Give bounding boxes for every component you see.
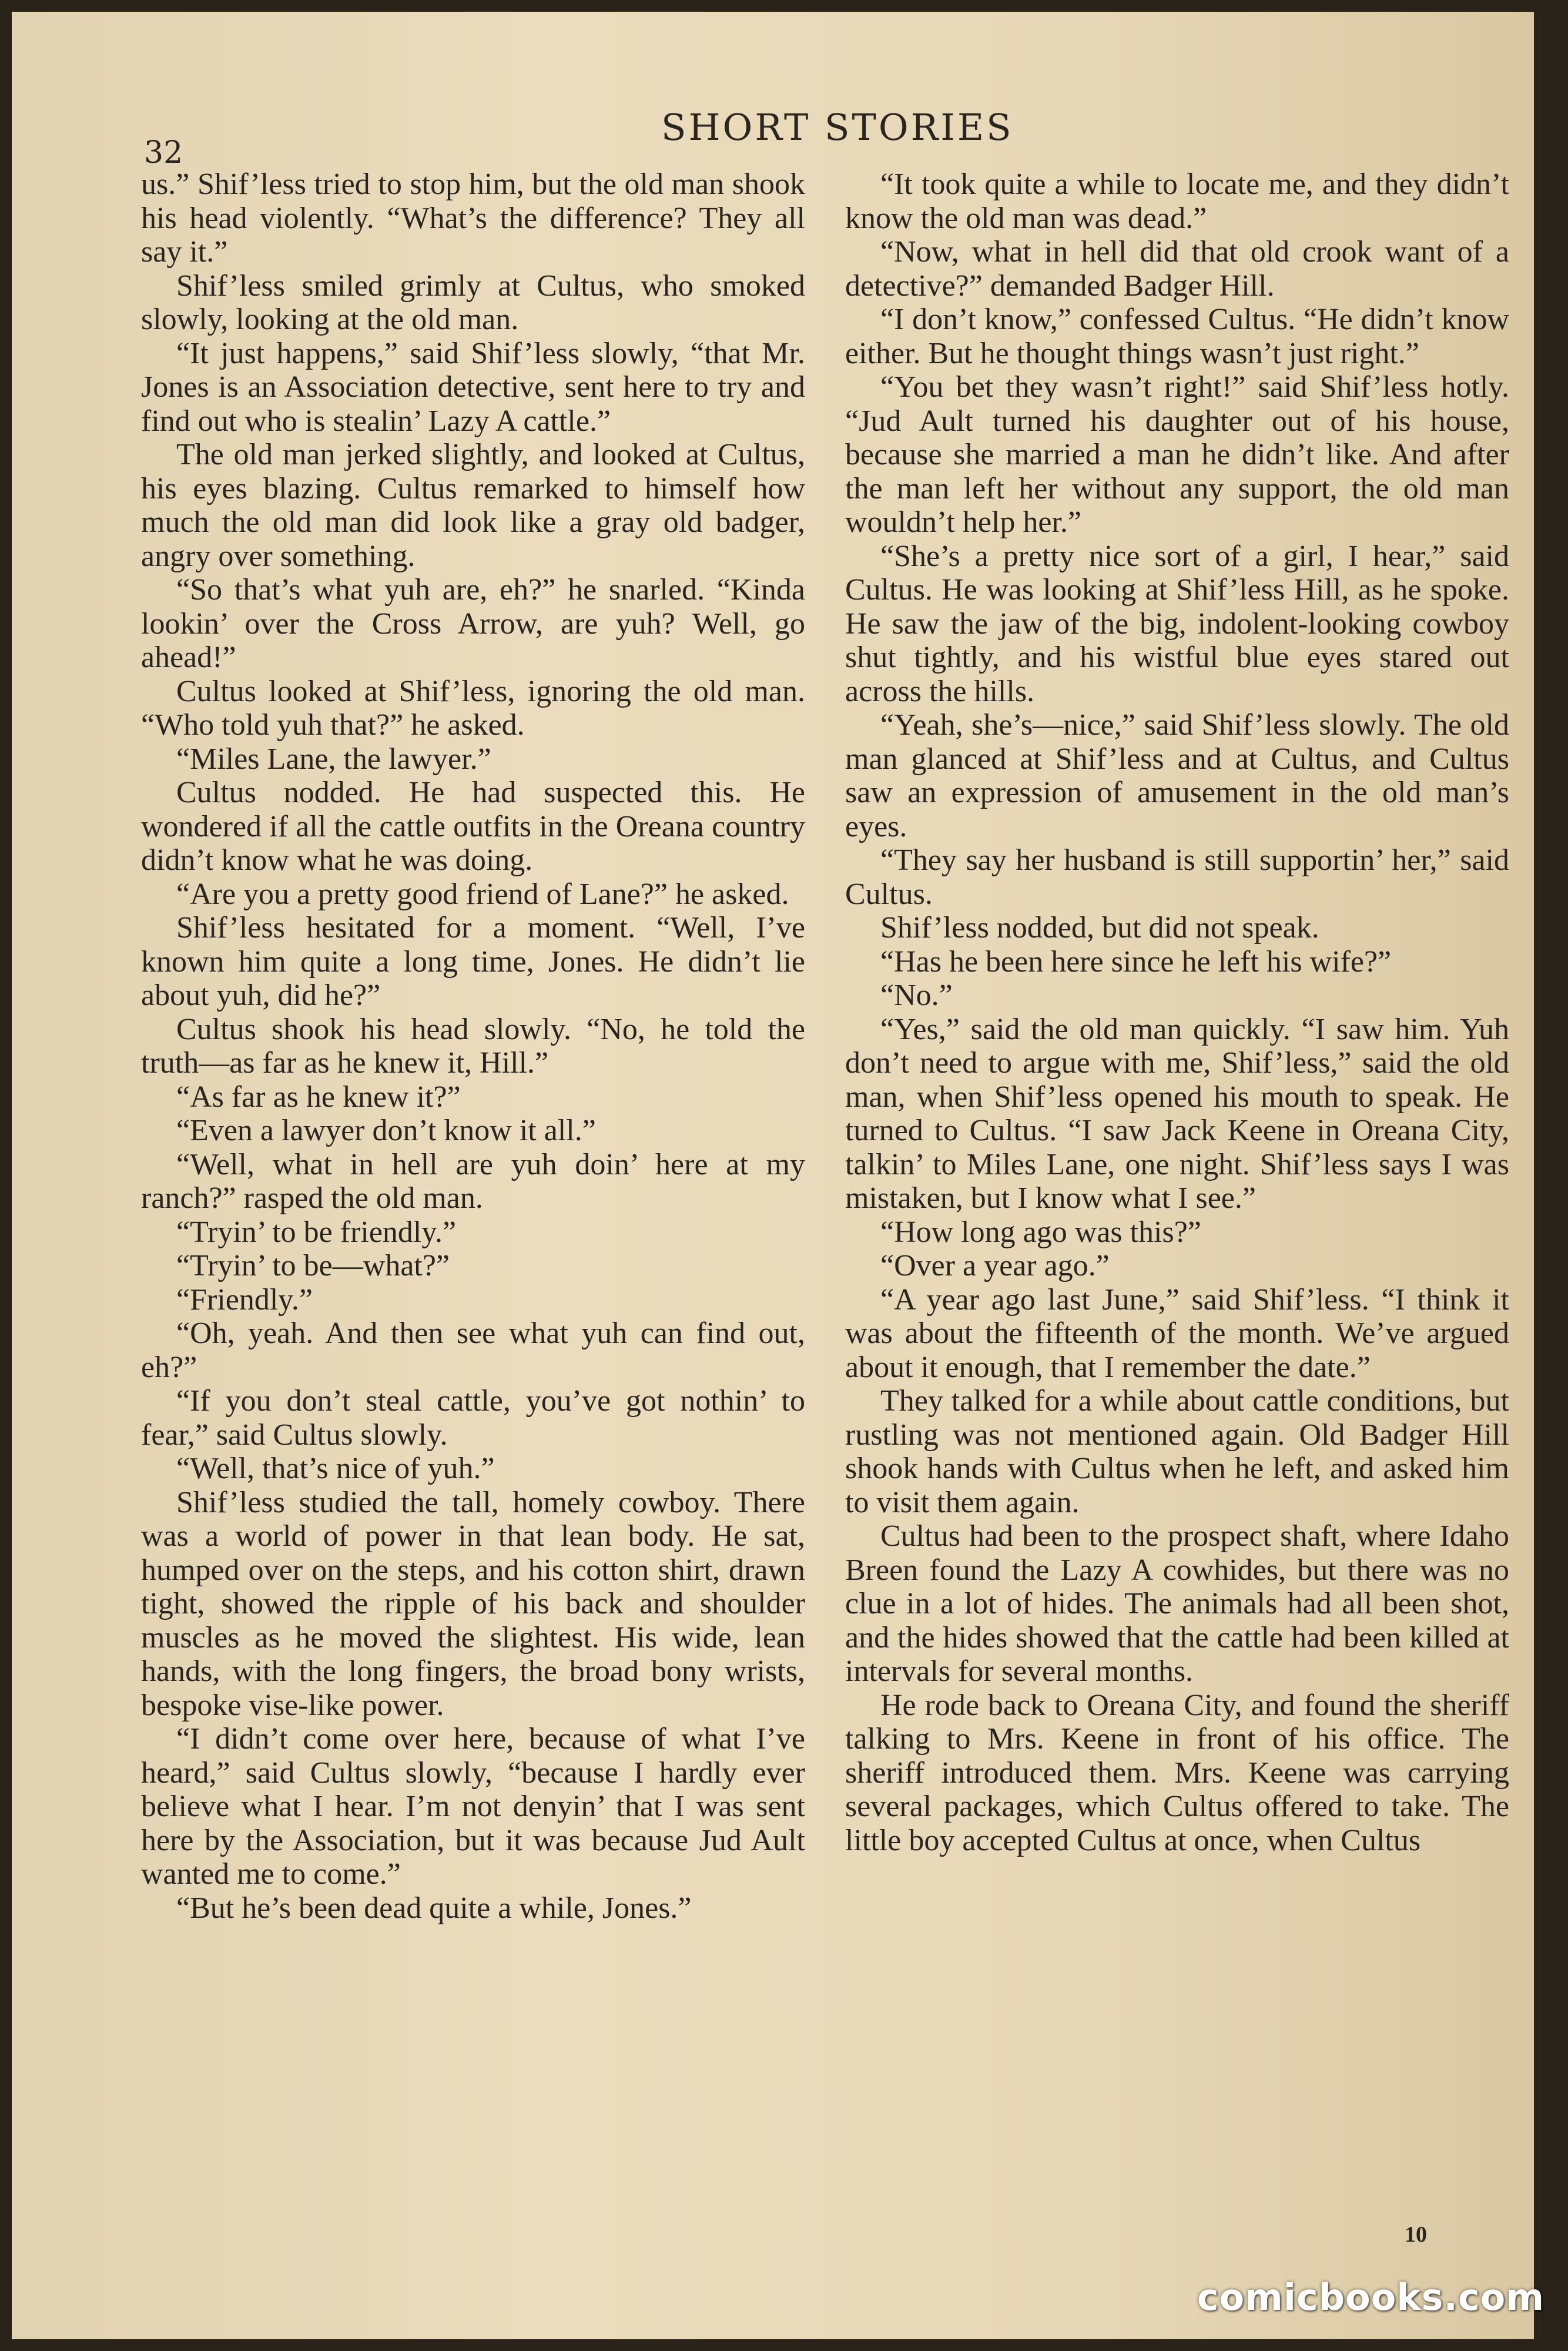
- paragraph: “Miles Lane, the lawyer.”: [176, 742, 491, 776]
- paragraph: “Yeah, she’s—nice,” said Shif’less slowly. The old man glanced at Shif’less and at Cultus, and Cultus saw an expression of amusement in the old man’s eyes.: [845, 708, 1509, 843]
- running-title: SHORT STORIES: [661, 106, 1014, 149]
- page-number: 32: [144, 135, 183, 170]
- paragraph: “I don’t know,” confessed Cultus. “He didn’t know either. But he thought things wasn’t just right.”: [845, 303, 1509, 370]
- paragraph: Cultus had been to the prospect shaft, where Idaho Breen found the Lazy A cowhides, but there was no clue in a lot of hides. The animals had all been shot, and the hides showed that the cattle had been killed at intervals for several months.: [845, 1519, 1509, 1688]
- watermark: comicbooks.com: [1197, 2276, 1544, 2319]
- paragraph: us.” Shif’less tried to stop him, but the old man shook his head violently. “What’s the difference? They all say it.”: [141, 168, 805, 269]
- paragraph: He rode back to Oreana City, and found the sheriff talking to Mrs. Keene in front of his office. The sheriff introduced them. Mrs. Keene was carrying several packages, which Cultus offered to take. The little boy accepted Cultus at once, when Cultus: [845, 1688, 1509, 1857]
- paragraph: Shif’less nodded, but did not speak.: [880, 911, 1319, 945]
- paragraph: “They say her husband is still supportin’ her,” said Cultus.: [845, 843, 1509, 911]
- paragraph: “So that’s what yuh are, eh?” he snarled. “Kinda lookin’ over the Cross Arrow, are yuh? Well, go ahead!”: [141, 573, 805, 674]
- paragraph: “Over a year ago.”: [880, 1249, 1110, 1282]
- paragraph: “Yes,” said the old man quickly. “I saw him. Yuh don’t need to argue with me, Shif’less,” said the old man, when Shif’less opened his mouth to speak. He turned to Cultus. “I saw Jack Keene in Oreana City, talkin’ to Miles Lane, one night. Shif’less says I was mistaken, but I know what I see.”: [845, 1012, 1509, 1215]
- paragraph: Cultus looked at Shif’less, ignoring the old man. “Who told yuh that?” he asked.: [141, 674, 805, 742]
- paragraph: “But he’s been dead quite a while, Jones.”: [176, 1891, 692, 1925]
- paragraph: “A year ago last June,” said Shif’less. “I think it was about the fifteenth of the month. We’ve argued about it enough, that I remember the date.”: [845, 1282, 1509, 1384]
- left-column: [141, 168, 805, 1925]
- paragraph: “Well, what in hell are yuh doin’ here at my ranch?” rasped the old man.: [141, 1147, 805, 1215]
- magazine-page: [12, 12, 1534, 2339]
- paragraph: Shif’less smiled grimly at Cultus, who smoked slowly, looking at the old man.: [141, 269, 805, 336]
- paragraph: “I didn’t come over here, because of what I’ve heard,” said Cultus slowly, “because I hardly ever believe what I hear. I’m not denyin’ that I was sent here by the Association, but it was because Jud Ault wanted me to come.”: [141, 1722, 805, 1891]
- paragraph: The old man jerked slightly, and looked at Cultus, his eyes blazing. Cultus remarked to himself how much the old man did look like a gray old badger, angry over something.: [141, 438, 805, 573]
- paragraph: “It just happens,” said Shif’less slowly, “that Mr. Jones is an Association detective, sent here to try and find out who is stealin’ Lazy A cattle.”: [141, 336, 805, 438]
- paragraph: “Oh, yeah. And then see what yuh can find out, eh?”: [141, 1317, 805, 1384]
- paragraph: “Now, what in hell did that old crook want of a detective?” demanded Badger Hill.: [845, 235, 1509, 303]
- paragraph: “It took quite a while to locate me, and they didn’t know the old man was dead.”: [845, 168, 1509, 235]
- paragraph: “Has he been here since he left his wife?”: [880, 945, 1392, 979]
- paragraph: “Are you a pretty good friend of Lane?” he asked.: [176, 877, 789, 911]
- paragraph: “Friendly.”: [176, 1282, 313, 1317]
- paragraph: “If you don’t steal cattle, you’ve got nothin’ to fear,” said Cultus slowly.: [141, 1384, 805, 1452]
- paragraph: Cultus shook his head slowly. “No, he told the truth—as far as he knew it, Hill.”: [141, 1012, 805, 1080]
- paragraph: Shif’less hesitated for a moment. “Well, I’ve known him quite a long time, Jones. He didn’t lie about yuh, did he?”: [141, 911, 805, 1012]
- paragraph: “Tryin’ to be—what?”: [176, 1249, 450, 1282]
- paragraph: Cultus nodded. He had suspected this. He wondered if all the cattle outfits in the Oreana country didn’t know what he was doing.: [141, 776, 805, 877]
- paragraph: “As far as he knew it?”: [176, 1080, 461, 1114]
- right-column: [845, 168, 1509, 1857]
- paragraph: “Tryin’ to be friendly.”: [176, 1215, 457, 1249]
- paragraph: “Well, that’s nice of yuh.”: [176, 1452, 495, 1485]
- page-header: [12, 100, 1534, 170]
- paragraph: Shif’less studied the tall, homely cowboy. There was a world of power in that lean body. He sat, humped over on the steps, and his cotton shirt, drawn tight, showed the ripple of his back and shoulder muscles as he moved the slightest. His wide, lean hands, with the long fingers, the broad bony wrists, bespoke vise-like power.: [141, 1485, 805, 1722]
- paragraph: “You bet they wasn’t right!” said Shif’less hotly. “Jud Ault turned his daughter out of his house, because she married a man he didn’t like. And after the man left her without any support, the old man wouldn’t help her.”: [845, 370, 1509, 539]
- paragraph: “How long ago was this?”: [880, 1215, 1201, 1249]
- paragraph: They talked for a while about cattle conditions, but rustling was not mentioned again. Old Badger Hill shook hands with Cultus when he left, and asked him to visit them again.: [845, 1384, 1509, 1519]
- paragraph: “She’s a pretty nice sort of a girl, I hear,” said Cultus. He was looking at Shif’less Hill, as he spoke. He saw the jaw of the big, indolent-looking cowboy shut tightly, and his wistful blue eyes stared out across the hills.: [845, 539, 1509, 708]
- paragraph: “Even a lawyer don’t know it all.”: [176, 1114, 596, 1147]
- paragraph: “No.”: [880, 979, 953, 1012]
- signature-mark: 10: [1405, 2222, 1427, 2247]
